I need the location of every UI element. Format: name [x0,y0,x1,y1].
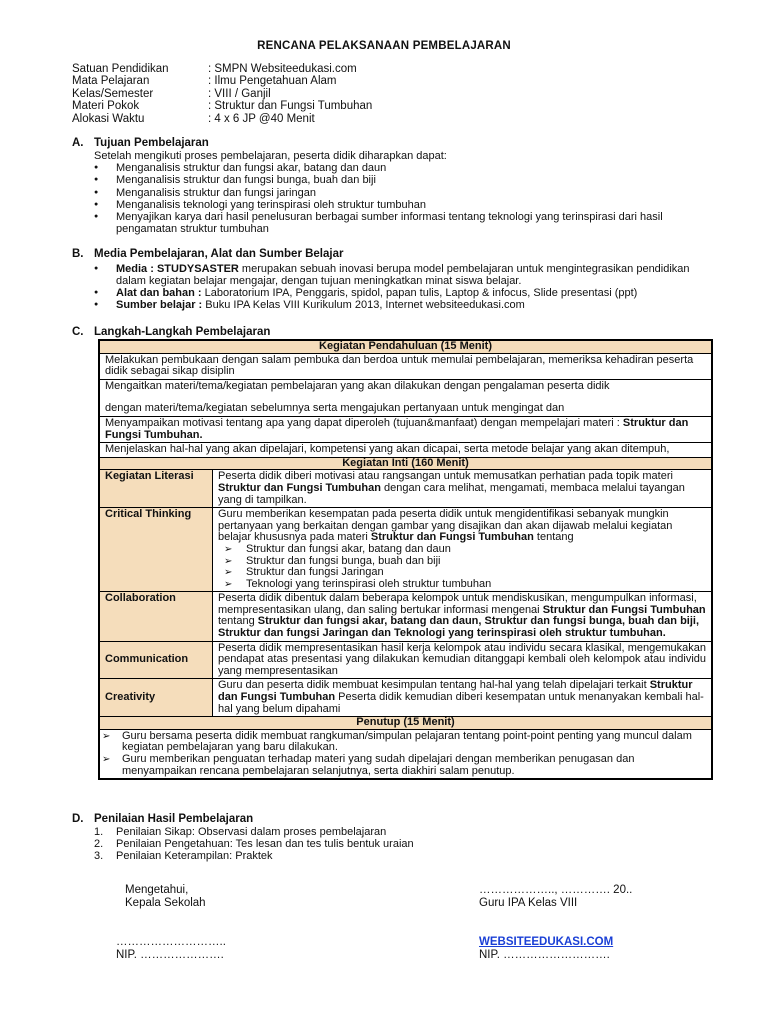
section-title: Langkah-Langkah Pembelajaran [94,326,271,338]
list-item: ➢ Guru bersama peserta didik membuat rangkuman/simpulan pelajaran tentang point-point penting yang muncul dalam kegiatan pembelajaran yang baru dilakukan. [102,731,706,754]
step-text: Guru dan peserta didik membuat kesimpulan tentang hal-hal yang telah dipelajari terkait [218,679,650,692]
identity-row [72,63,372,75]
step-topic: Struktur dan Fungsi Tumbuhan [370,531,534,544]
step-topic: Struktur dan Fungsi Tumbuhan. [105,416,689,441]
collaboration-label: Collaboration [100,592,213,641]
step-text: dengan materi/tema/kegiatan sebelumnya serta mengajukan pertanyaan untuk mengingat dan [105,402,565,415]
step-text: Mengaitkan materi/tema/kegiatan pembelajaran yang akan dilakukan dengan pengalaman peserta didik [105,379,610,392]
critical-label: Critical Thinking [100,508,213,592]
penutup-list [102,731,706,777]
pendahuluan-step [100,416,712,442]
identity-label: Satuan Pendidikan [72,63,169,75]
literasi-label: Kegiatan Literasi [100,470,213,508]
sumber-label: Sumber belajar : [116,299,203,312]
sign-caption: Mengetahui, [125,884,189,896]
step-text: Peserta didik dibentuk dalam beberapa kelompok untuk mendiskusikan, mengumpulkan informasi, mempresentasikan ulang, dan saling bertukar informasi mengenai [218,592,697,616]
section-heading [72,137,712,150]
section-penilaian [72,813,712,862]
document-title: RENCANA PELAKSANAAN PEMBELAJARAN [257,40,511,52]
section-media [72,248,712,312]
principal-signature-block [125,884,206,909]
identity-row [72,88,372,100]
section-tujuan [72,137,712,235]
sign-place-date: ……………….., …………. 20.. [479,884,633,896]
sign-nip: NIP. …………………. [116,948,224,961]
assessment-list [72,826,712,863]
section-heading [72,326,712,339]
pendahuluan-step: Menjelaskan hal-hal yang akan dipelajari, kompetensi yang akan dicapai, serta metode belajar yang akan ditempuh, [100,443,712,458]
step-text: dengan cara melihat, mengamati, membaca melalui tayangan yang di tampilkan. [218,481,685,506]
literasi-text [213,470,712,508]
alat-label: Alat dan bahan : [116,287,202,300]
list-item [94,850,712,862]
item-number: 3. [94,850,104,863]
step-text: tentang [533,531,574,544]
step-text: Peserta didik diberi motivasi atau rangsangan untuk memusatkan perhatian pada topik materi [218,470,673,483]
step-topic: Struktur dan Fungsi Tumbuhan [218,481,381,494]
sign-name-line: ……………………….. [116,936,226,948]
teacher-name-block [479,936,613,961]
sign-role: Kepala Sekolah [125,896,206,909]
sumber-text: Buku IPA Kelas VIII Kurikulum 2013, Internet websiteedukasi.com [202,299,525,312]
pendahuluan-step [100,379,712,416]
media-label: Media : STUDYSASTER [116,262,239,275]
list-item: ● Menganalisis teknologi yang terinspirasi oleh struktur tumbuhan [94,199,712,211]
section-heading [72,248,712,261]
step-text: Guru memberikan kesempatan pada peserta didik untuk mengidentifikasi sebanyak mungkin pertanyaan yang berkaitan dengan gambar yang disajikan dan akan dijawab melalui kegiatan belajar khususnya pada materi [218,508,673,544]
list-item: ➢ Struktur dan fungsi akar, batang dan daun [224,544,706,556]
identity-label: Materi Pokok [72,100,140,113]
media-text: merupakan sebuah inovasi berupa model pembelajaran untuk mengintegrasikan pendidikan dalam kegiatan belajar mengajar, dengan tujuan meningkatkan minat siswa belajar. [116,262,690,288]
section-letter: B. [72,248,84,260]
section-letter: A. [72,137,84,149]
collaboration-text [213,592,712,641]
step-topic: Struktur dan fungsi akar, batang dan daun, Struktur dan fungsi bunga, buah dan biji, Struktur dan fungsi Jaringan dan Teknologi yang terinspirasi oleh struktur tumbuhan. [218,615,700,640]
step-text: tentang [218,615,258,628]
identity-value: : 4 x 6 JP @40 Menit [208,112,315,125]
identity-row [72,113,372,125]
penutup-steps [100,729,712,778]
critical-list [218,544,706,590]
pendahuluan-header: Kegiatan Pendahuluan (15 Menit) [100,341,712,354]
creativity-label: Creativity [100,679,213,717]
list-item: ● Menyajikan karya dari hasil penelusuran berbagai sumber informasi tentang teknologi yang terinspirasi dari hasil pengamatan struktur tumbuhan [94,211,712,235]
section-title: Media Pembelajaran, Alat dan Sumber Belajar [94,248,344,260]
list-item: ● Menganalisis struktur dan fungsi jaringan [94,187,712,199]
identity-label: Alokasi Waktu [72,112,145,125]
identity-value: : SMPN Websiteedukasi.com [208,63,357,75]
website-link[interactable]: WEBSITEEDUKASI.COM [479,936,614,948]
communication-label: Communication [100,641,213,679]
item-text: Penilaian Keterampilan: Praktek [116,850,273,863]
list-item [94,826,712,838]
step-text: Menyampaikan motivasi tentang apa yang dapat diperoleh (tujuan&manfaat) dengan mempelajari materi : [105,416,623,429]
alat-text: Laboratorium IPA, Penggaris, spidol, papan tulis, Laptop & infocus, Slide presentasi (ppt) [201,287,638,300]
pendahuluan-step: Melakukan pembukaan dengan salam pembuka dan berdoa untuk memulai pembelajaran, memeriksa kehadiran peserta didik sebagai sikap disiplin [100,353,712,379]
list-item: ➢ Struktur dan fungsi Jaringan [224,567,706,579]
list-item [94,838,712,850]
identity-label: Kelas/Semester [72,87,154,100]
identity-value: : Ilmu Pengetahuan Alam [208,75,337,88]
section-intro: Setelah mengikuti proses pembelajaran, peserta didik diharapkan dapat: [94,149,447,162]
media-list [72,263,712,312]
sign-nip: NIP. ………………………. [479,948,610,961]
creativity-text [213,679,712,717]
teacher-signature-block [479,884,632,909]
identity-row [72,75,372,87]
section-letter: D. [72,813,84,825]
list-item [94,299,712,311]
identity-label: Mata Pelajaran [72,75,150,88]
list-item: ➢ Teknologi yang terinspirasi oleh struktur tumbuhan [224,579,706,591]
inti-header: Kegiatan Inti (160 Menit) [100,457,712,470]
item-number: 1. [94,825,104,838]
sign-role: Guru IPA Kelas VIII [479,896,578,909]
section-title: Tujuan Pembelajaran [94,137,209,149]
item-text: Penilaian Pengetahuan: Tes lesan dan tes tulis bentuk uraian [116,838,414,851]
step-topic: Struktur dan Fungsi Tumbuhan [542,603,706,616]
section-heading [72,813,712,826]
item-text: Penilaian Sikap: Observasi dalam proses pembelajaran [116,825,387,838]
identity-value: : VIII / Ganjil [208,87,271,100]
critical-text [213,508,712,592]
item-number: 2. [94,838,104,851]
list-item: ● Menganalisis struktur dan fungsi akar, batang dan daun [94,162,712,174]
identity-row [72,100,372,112]
section-letter: C. [72,326,84,338]
communication-text: Peserta didik mempresentasikan hasil kerja kelompok atau individu secara klasikal, mengemukakan pendapat atas presentasi yang dilakukan kemudian ditanggapi kembali oleh kelompok atau individu yang mempresentasikan [213,641,712,679]
principal-name-block [116,936,226,961]
objectives-list [72,162,712,235]
steps-table [98,339,713,780]
step-topic: Struktur dan Fungsi Tumbuhan [218,679,693,704]
list-item: ● Menganalisis struktur dan fungsi bunga, buah dan biji [94,174,712,186]
section-langkah [72,326,712,339]
identity-value: : Struktur dan Fungsi Tumbuhan [208,100,373,113]
penutup-header: Penutup (15 Menit) [100,717,712,730]
section-title: Penilaian Hasil Pembelajaran [94,813,254,825]
step-text: Peserta didik kemudian diberi kesempatan untuk menanyakan kembali hal-hal yang belum dipahami [218,691,704,715]
list-item: ➢ Guru memberikan penguatan terhadap materi yang sudah dipelajari dengan memberikan penugasan dan menyampaikan rencana pembelajaran selanjutnya, serta diakhiri salam penutup. [102,754,706,777]
identity-table [72,63,372,125]
list-item [94,263,712,287]
list-item [94,287,712,299]
list-item: ➢ Struktur dan fungsi bunga, buah dan biji [224,556,706,568]
